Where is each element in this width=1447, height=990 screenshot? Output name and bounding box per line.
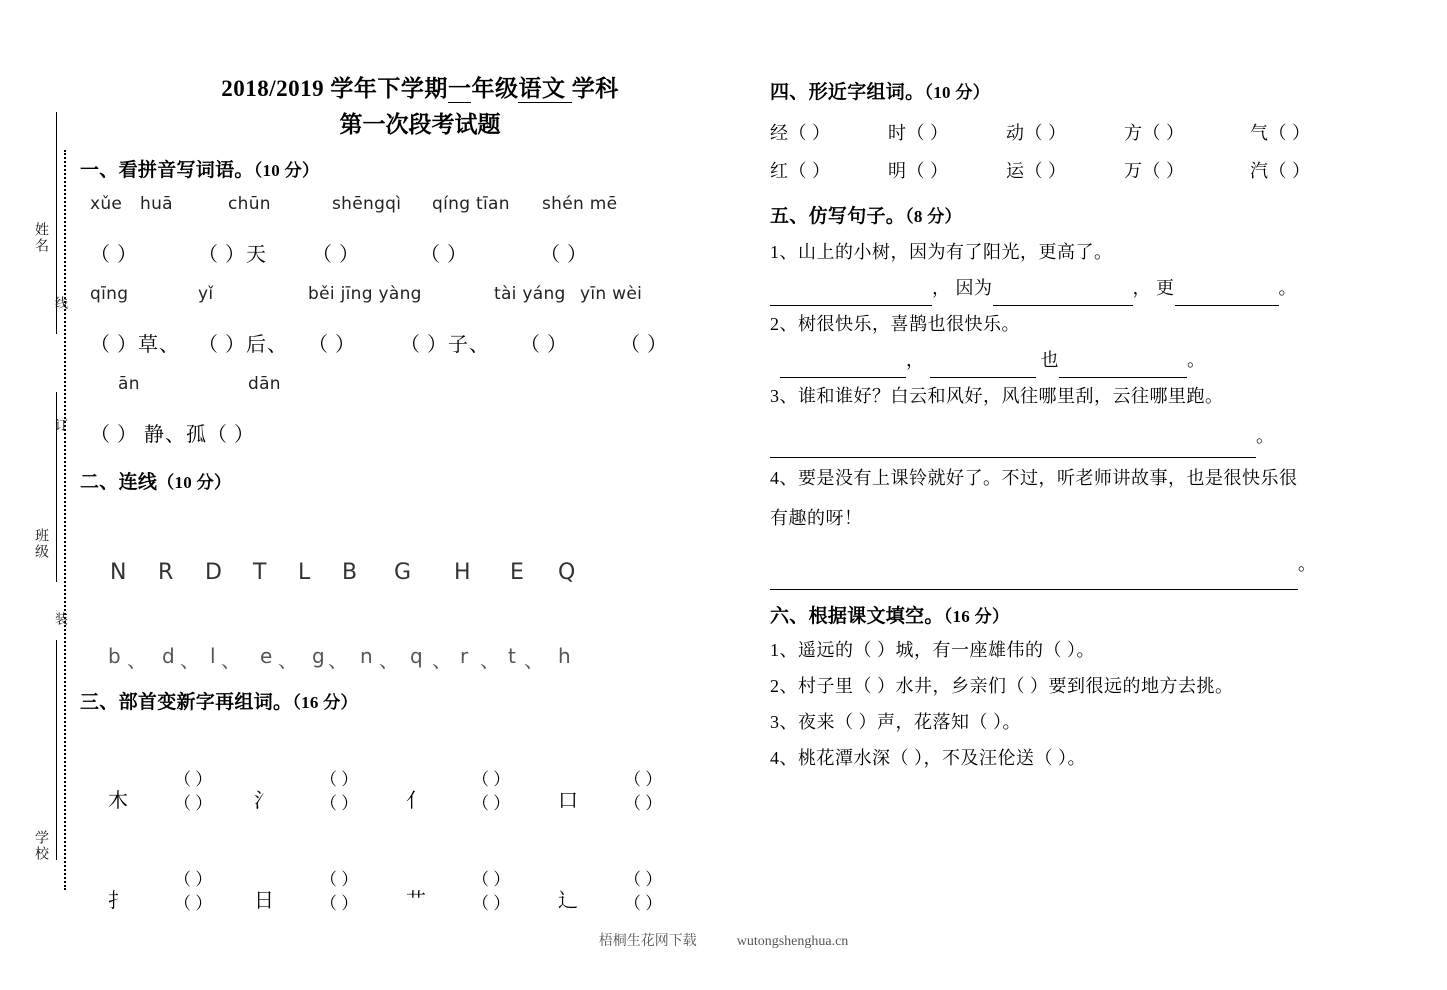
s3-paren[interactable]: （ ） [624, 770, 663, 789]
exam-sheet [80, 0, 1447, 990]
s3-paren[interactable]: （ ） [174, 770, 213, 789]
s5-punct: ， [932, 278, 951, 298]
s4-char: 汽 [1250, 161, 1269, 181]
s4-char: 动 [1006, 123, 1025, 143]
s4-cell[interactable] [1124, 152, 1250, 190]
section-4-points: （10 分） [924, 83, 990, 102]
section-3-points: （16 分） [292, 693, 358, 712]
s1-answer-row-3[interactable] [80, 418, 760, 464]
s5-blank[interactable] [993, 285, 1133, 306]
s1-pinyin: ān [118, 374, 140, 394]
s2-lowercase-letter[interactable]: q [410, 644, 423, 668]
s3-radical-char: 艹 [406, 890, 426, 912]
s2-uppercase-letter[interactable]: L [298, 560, 311, 585]
s3-radical-parens[interactable] [472, 868, 510, 916]
s3-radical-char: 扌 [108, 890, 128, 912]
s6-item[interactable]: 1、遥远的（ ）城，有一座雄伟的（ ）。 [770, 640, 1095, 660]
s2-lowercase-letter[interactable]: h [558, 644, 571, 668]
footer-label: 梧桐生花网下载 [598, 934, 697, 949]
s1-pinyin: huā [140, 194, 173, 214]
s1-pinyin: qíng tīan [432, 194, 510, 214]
s4-char: 运 [1006, 161, 1025, 181]
s6-item[interactable]: 3、夜来（ ）声，花落知（ ）。 [770, 712, 1021, 732]
s1-answer-blank[interactable]: （ ） [90, 244, 138, 266]
s3-paren[interactable]: （ ） [174, 894, 213, 913]
s2-lowercase-letter[interactable]: n [360, 644, 373, 668]
s5-answer-3[interactable] [770, 414, 1390, 458]
s4-cell[interactable] [770, 114, 888, 152]
s5-answer-1[interactable] [770, 270, 1390, 306]
s1-answer-blank[interactable]: （ ）子、 [400, 334, 490, 356]
s4-paren[interactable]: （ ） [906, 161, 949, 181]
s5-connector: 更 [1156, 278, 1175, 298]
s3-radical-parens[interactable] [320, 768, 358, 816]
s5-answer-4[interactable] [770, 538, 1390, 590]
s2-separator: 、 [328, 648, 348, 672]
s4-cell[interactable] [888, 152, 1006, 190]
s3-radical-parens[interactable] [624, 868, 662, 916]
s2-separator: 、 [221, 648, 241, 672]
s5-question-4-line-1: 4、要是没有上课铃就好了。不过，听老师讲故事，也是很快乐很 [770, 468, 1298, 488]
s5-blank[interactable] [780, 357, 906, 378]
s2-separator: 、 [180, 648, 200, 672]
s3-radical-parens[interactable] [320, 868, 358, 916]
s1-pinyin: xǔe [90, 194, 123, 214]
s1-answer-blank[interactable]: （ ） [620, 334, 668, 356]
s1-answer-blank[interactable]: （ ）天 [198, 244, 267, 266]
s1-answer-blank[interactable]: （ ） [540, 244, 588, 266]
s4-paren[interactable]: （ ） [788, 123, 831, 143]
s1-answer-blank[interactable]: （ ）草、 [90, 334, 180, 356]
s2-uppercase-letter[interactable]: G [394, 560, 412, 585]
s4-char: 时 [888, 123, 907, 143]
section-2-heading [80, 468, 760, 498]
s1-pinyin-row-2 [80, 284, 760, 328]
s2-lowercase-letter[interactable]: l [210, 644, 216, 668]
s5-punct: 。 [1187, 350, 1206, 370]
s3-paren[interactable]: （ ） [320, 770, 359, 789]
s3-radical-char: 口 [558, 790, 578, 812]
binding-rule-3 [56, 640, 57, 860]
s4-paren[interactable]: （ ） [1268, 123, 1311, 143]
s2-lowercase-letter[interactable]: e [260, 644, 273, 668]
section-2-title: 二、连线 [80, 472, 158, 493]
s3-radical-row-1[interactable] [80, 766, 760, 842]
s1-answer-blank[interactable]: （ ） 静、孤（ ） [90, 424, 255, 446]
s2-uppercase-letter[interactable]: N [110, 560, 127, 585]
s3-paren[interactable]: （ ） [174, 794, 213, 813]
s3-radical-char: 日 [254, 890, 274, 912]
s4-paren[interactable]: （ ） [1268, 161, 1311, 181]
s3-paren[interactable]: （ ） [174, 870, 213, 889]
s2-uppercase-letter[interactable]: T [253, 560, 267, 585]
s2-lowercase-row[interactable] [80, 644, 760, 686]
s4-char: 经 [770, 123, 789, 143]
title-mid: 年级 [471, 76, 519, 101]
s1-answer-row-2[interactable] [80, 328, 760, 374]
s2-uppercase-letter[interactable]: D [205, 560, 222, 585]
s6-item[interactable]: 4、桃花潭水深（ ），不及汪伦送（ ）。 [770, 748, 1086, 768]
s4-cell[interactable] [1250, 114, 1311, 152]
s5-question-4 [770, 458, 1390, 538]
binding-label-class: 班级 [33, 528, 48, 560]
s5-punct: ， [1132, 278, 1151, 298]
s1-pinyin: shén mē [542, 194, 618, 214]
binding-mark-zhuang: 装 [53, 612, 68, 625]
s1-pinyin: chūn [228, 194, 271, 214]
s4-char: 万 [1124, 161, 1143, 181]
s2-lowercase-letter[interactable]: t [508, 644, 516, 668]
s4-row-2[interactable] [770, 152, 1390, 190]
s4-cell[interactable] [1006, 152, 1124, 190]
s3-paren[interactable]: （ ） [320, 794, 359, 813]
s4-cell[interactable] [1006, 114, 1124, 152]
s3-paren[interactable]: （ ） [624, 870, 663, 889]
s3-paren[interactable]: （ ） [472, 770, 511, 789]
s1-answer-blank[interactable]: （ ） [420, 244, 468, 266]
section-5-title: 五、仿写句子。 [770, 206, 906, 227]
s5-blank[interactable] [770, 285, 932, 306]
section-6-heading [770, 602, 1390, 632]
s5-answer-2[interactable] [770, 342, 1390, 378]
section-5-points: （8 分） [905, 207, 962, 226]
footer-site: wutongshenghua.cn [736, 934, 849, 949]
s4-cell[interactable] [1250, 152, 1311, 190]
s5-question-3: 3、谁和谁好？白云和风好，风往哪里刮，云往哪里跑。 [770, 386, 1224, 406]
s2-uppercase-letter[interactable]: H [454, 560, 471, 585]
section-1-title: 一、看拼音写词语。 [80, 160, 254, 181]
s5-blank[interactable] [1175, 285, 1279, 306]
s3-paren[interactable]: （ ） [472, 870, 511, 889]
s5-blank[interactable] [770, 569, 1298, 590]
s5-blank[interactable] [930, 357, 1036, 378]
s5-punct: 。 [1278, 278, 1297, 298]
section-1-heading [80, 156, 760, 186]
section-4-title: 四、形近字组词。 [770, 82, 925, 103]
s2-uppercase-letter[interactable]: B [342, 560, 358, 585]
s1-pinyin: tài yáng [494, 284, 566, 304]
s4-paren[interactable]: （ ） [788, 161, 831, 181]
title-subject: 语文 [518, 76, 566, 101]
s2-uppercase-letter[interactable]: Q [558, 560, 576, 585]
s2-separator: 、 [524, 648, 544, 672]
s1-pinyin: qīng [90, 284, 129, 304]
s3-paren[interactable]: （ ） [624, 794, 663, 813]
s2-lowercase-letter[interactable]: d [162, 644, 175, 668]
s2-lowercase-letter[interactable]: r [460, 644, 469, 668]
s4-paren[interactable]: （ ） [906, 123, 949, 143]
s2-separator: 、 [432, 648, 452, 672]
section-6-title: 六、根据课文填空。 [770, 606, 944, 627]
s1-pinyin: yǐ [198, 284, 214, 304]
section-3-heading [80, 688, 760, 718]
s5-blank[interactable] [1059, 357, 1187, 378]
s3-radical-char: 木 [108, 790, 128, 812]
section-2-points: （10 分） [157, 473, 232, 492]
s3-paren[interactable]: （ ） [472, 794, 511, 813]
s3-paren[interactable]: （ ） [472, 894, 511, 913]
title-grade: 一 [447, 76, 472, 101]
s3-radical-char: 辶 [558, 890, 578, 912]
s2-separator: 、 [127, 648, 147, 672]
s2-separator: 、 [480, 648, 500, 672]
s1-answer-blank[interactable]: （ ） [312, 244, 360, 266]
s4-row-1[interactable] [770, 114, 1390, 152]
s1-answer-row-1[interactable] [80, 238, 760, 284]
s4-cell[interactable] [770, 152, 888, 190]
s2-separator: 、 [379, 648, 399, 672]
s4-cell[interactable] [888, 114, 1006, 152]
binding-label-school: 学校 [33, 830, 48, 862]
s1-answer-blank[interactable]: （ ） [520, 334, 568, 356]
s1-answer-blank[interactable]: （ ）后、 [198, 334, 288, 356]
title-prefix: 2018/2019 学年下学期 [221, 76, 448, 101]
s5-connector: 因为 [955, 278, 993, 298]
s5-question-2: 2、树很快乐，喜鹊也很快乐。 [770, 314, 1020, 334]
footer [0, 930, 1447, 950]
s1-answer-blank[interactable]: （ ） [308, 334, 356, 356]
title-suffix: 学科 [571, 76, 619, 101]
s3-paren[interactable]: （ ） [320, 894, 359, 913]
s5-question-4-line-2: 有趣的呀！ [770, 508, 863, 528]
s3-radical-char: 亻 [406, 790, 426, 812]
s4-cell[interactable] [1124, 114, 1250, 152]
s4-paren[interactable]: （ ） [1024, 123, 1067, 143]
s4-paren[interactable]: （ ） [1142, 123, 1185, 143]
s1-pinyin: dān [248, 374, 281, 394]
s3-radical-parens[interactable] [174, 868, 212, 916]
s3-paren[interactable]: （ ） [320, 870, 359, 889]
section-3-title: 三、部首变新字再组词。 [80, 692, 293, 713]
s1-pinyin: yīn wèi [580, 284, 643, 304]
page-title [80, 72, 760, 106]
binding-mark-ding: 订 [53, 418, 68, 431]
s5-punct: ， [906, 350, 925, 370]
s4-char: 明 [888, 161, 907, 181]
s2-uppercase-letter[interactable]: E [510, 560, 524, 585]
s3-paren[interactable]: （ ） [624, 894, 663, 913]
binding-label-name: 姓名 [33, 222, 48, 254]
binding-dotted-line [64, 150, 66, 890]
s4-char: 红 [770, 161, 789, 181]
s4-char: 气 [1250, 123, 1269, 143]
s3-radical-parens[interactable] [624, 768, 662, 816]
section-5-heading [770, 202, 1390, 232]
s1-pinyin-row-3 [80, 374, 760, 418]
s5-punct: 。 [1256, 426, 1275, 446]
s2-uppercase-row[interactable] [80, 560, 760, 602]
left-column [80, 0, 760, 930]
s2-lowercase-letter[interactable]: g [312, 644, 325, 668]
s4-char: 方 [1124, 123, 1143, 143]
binding-margin [0, 0, 80, 990]
page-subtitle: 第一次段考试题 [339, 112, 501, 137]
binding-mark-xian: 线 [53, 296, 68, 309]
s2-separator: 、 [278, 648, 298, 672]
section-6-points: （16 分） [943, 607, 1010, 626]
section-4-heading [770, 78, 1390, 108]
s5-question-1: 1、山上的小树，因为有了阳光，更高了。 [770, 242, 1113, 262]
right-column [770, 0, 1390, 930]
s1-pinyin: shēngqì [332, 194, 402, 214]
s4-paren[interactable]: （ ） [1142, 161, 1185, 181]
s1-pinyin-row-1 [80, 194, 760, 238]
s6-item[interactable]: 2、村子里（ ）水井，乡亲们（ ）要到很远的地方去挑。 [770, 676, 1234, 696]
s3-radical-parens[interactable] [472, 768, 510, 816]
s5-blank[interactable] [770, 437, 1256, 458]
s3-radical-parens[interactable] [174, 768, 212, 816]
s5-punct: 。 [1298, 554, 1317, 574]
s2-uppercase-letter[interactable]: R [158, 560, 174, 585]
s5-connector: 也 [1040, 350, 1059, 370]
s2-lowercase-letter[interactable]: b [108, 644, 121, 668]
section-1-points: （10 分） [253, 161, 320, 180]
s1-pinyin: běi jīng yàng [308, 284, 422, 304]
s3-radical-char: 氵 [254, 790, 274, 812]
s4-paren[interactable]: （ ） [1024, 161, 1067, 181]
